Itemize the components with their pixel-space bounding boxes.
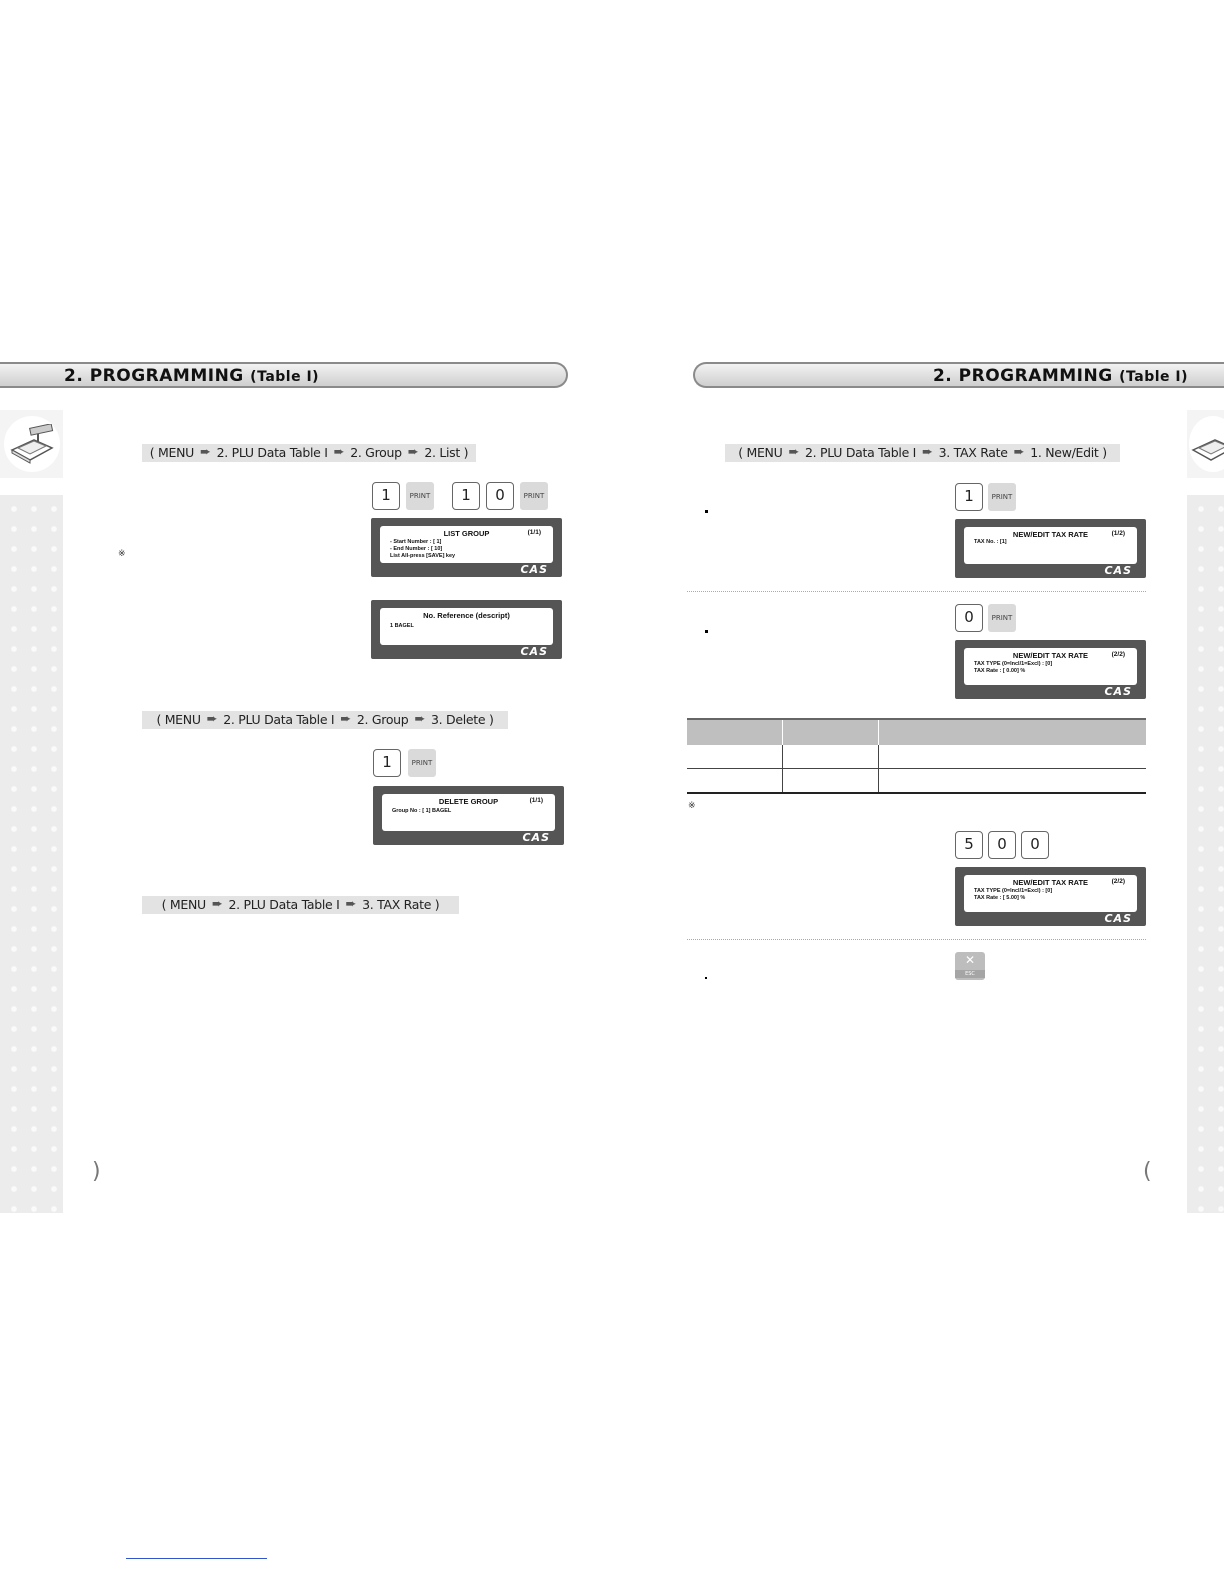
bullet xyxy=(705,510,708,513)
cas-logo: CAS xyxy=(520,645,548,658)
key-0[interactable]: 0 xyxy=(955,604,983,632)
dotted-separator xyxy=(687,939,1146,940)
table-row xyxy=(687,745,1146,769)
esc-key[interactable] xyxy=(955,952,985,980)
tax-type-table xyxy=(687,718,1146,794)
lcd-line: - End Number : [ 10] xyxy=(390,546,443,552)
scale-logo-right xyxy=(1187,410,1224,478)
side-strip-left xyxy=(0,495,63,1213)
key-5[interactable]: 5 xyxy=(955,831,983,859)
right-arrow-icon: ➨ xyxy=(788,445,800,460)
menu-path-new-edit: ( MENU ➨ 2. PLU Data Table I ➨ 3. TAX Rate ➨ 1. New/Edit ) xyxy=(725,444,1120,462)
lcd-line: TAX No. : [1] xyxy=(974,539,1007,545)
lcd-page: (2/2) xyxy=(1111,651,1125,658)
key-0[interactable]: 0 xyxy=(988,831,1016,859)
right-arrow-icon: ➨ xyxy=(211,897,223,912)
cas-logo: CAS xyxy=(520,563,548,576)
lcd-title: DELETE GROUP xyxy=(438,797,499,806)
lcd-title: NEW/EDIT TAX RATE xyxy=(1012,651,1089,660)
footer-link-line xyxy=(126,1558,267,1559)
side-strip-right xyxy=(1187,495,1224,1213)
lcd-title: No. Reference (descript) xyxy=(423,611,510,620)
table-header-row xyxy=(687,719,1146,745)
scale-icon xyxy=(8,424,56,464)
lcd-line: Group No : [ 1] BAGEL xyxy=(392,808,452,814)
scale-logo-left xyxy=(0,410,63,478)
lcd-line: TAX Rate : [ 0.00] % xyxy=(974,668,1026,674)
lcd-step3 xyxy=(955,867,1146,926)
lcd-line: TAX TYPE (0=Incl/1=Excl) : [0] xyxy=(974,888,1053,894)
header-title-right: 2. PROGRAMMING (Table I) xyxy=(932,366,1188,386)
page-number-mark: ) xyxy=(92,1159,101,1184)
print-key[interactable]: PRINT xyxy=(406,482,434,510)
lcd-step2 xyxy=(955,640,1146,699)
scale-icon xyxy=(1189,424,1224,464)
lcd-line: - Start Number : [ 1] xyxy=(390,539,442,545)
right-arrow-icon: ➨ xyxy=(345,897,357,912)
print-key[interactable]: PRINT xyxy=(520,482,548,510)
right-arrow-icon: ➨ xyxy=(1013,445,1025,460)
key-1[interactable]: 1 xyxy=(372,482,400,510)
right-arrow-icon: ➨ xyxy=(414,712,426,727)
lcd-delete-group xyxy=(373,786,564,845)
header-banner-right xyxy=(693,362,1224,388)
right-arrow-icon: ➨ xyxy=(199,445,211,460)
lcd-reference xyxy=(371,600,562,659)
lcd-page: (2/2) xyxy=(1111,878,1125,885)
table-row xyxy=(687,769,1146,794)
print-key[interactable]: PRINT xyxy=(988,604,1016,632)
lcd-line: TAX TYPE (0=Incl/1=Excl) : [0] xyxy=(974,661,1053,667)
lcd-page: (1/1) xyxy=(529,797,543,804)
lcd-title: LIST GROUP xyxy=(443,529,490,538)
bullet xyxy=(705,977,707,979)
page-number-mark: ( xyxy=(1143,1159,1152,1184)
lcd-title: NEW/EDIT TAX RATE xyxy=(1012,530,1089,539)
lcd-line: List All-press [SAVE] key xyxy=(390,553,456,559)
lcd-title: NEW/EDIT TAX RATE xyxy=(1012,878,1089,887)
esc-label: ESC xyxy=(955,970,985,978)
right-arrow-icon: ➨ xyxy=(206,712,218,727)
right-arrow-icon: ➨ xyxy=(333,445,345,460)
lcd-page: (1/1) xyxy=(527,529,541,536)
note-mark: ※ xyxy=(688,801,696,811)
cas-logo: CAS xyxy=(522,831,550,844)
menu-path-list: ( MENU ➨ 2. PLU Data Table I ➨ 2. Group ➨ 2. List ) xyxy=(142,444,476,462)
right-arrow-icon: ➨ xyxy=(340,712,351,727)
header-title-left: 2. PROGRAMMING (Table I) xyxy=(64,366,320,386)
key-0[interactable]: 0 xyxy=(486,482,514,510)
key-1[interactable]: 1 xyxy=(373,749,401,777)
menu-path-tax: ( MENU ➨ 2. PLU Data Table I ➨ 3. TAX Rate ) xyxy=(142,896,459,914)
header-banner-left xyxy=(0,362,568,388)
cas-logo: CAS xyxy=(1104,564,1132,577)
lcd-line: TAX Rate : [ 5.00] % xyxy=(974,895,1026,901)
key-1[interactable]: 1 xyxy=(452,482,480,510)
bullet xyxy=(705,630,708,633)
lcd-line: 1 BAGEL xyxy=(390,623,414,629)
key-1[interactable]: 1 xyxy=(955,483,983,511)
dotted-separator xyxy=(687,591,1146,592)
note-mark: ※ xyxy=(118,549,126,559)
print-key[interactable]: PRINT xyxy=(408,749,436,777)
close-icon: ✕ xyxy=(964,953,976,967)
cas-logo: CAS xyxy=(1104,912,1132,925)
print-key[interactable]: PRINT xyxy=(988,483,1016,511)
lcd-step1 xyxy=(955,519,1146,578)
cas-logo: CAS xyxy=(1104,685,1132,698)
right-arrow-icon: ➨ xyxy=(407,445,419,460)
lcd-list-group xyxy=(371,518,562,577)
key-0[interactable]: 0 xyxy=(1021,831,1049,859)
right-arrow-icon: ➨ xyxy=(922,445,933,460)
menu-path-delete: ( MENU ➨ 2. PLU Data Table I ➨ 2. Group ➨ 3. Delete ) xyxy=(142,711,508,729)
lcd-page: (1/2) xyxy=(1111,530,1125,537)
